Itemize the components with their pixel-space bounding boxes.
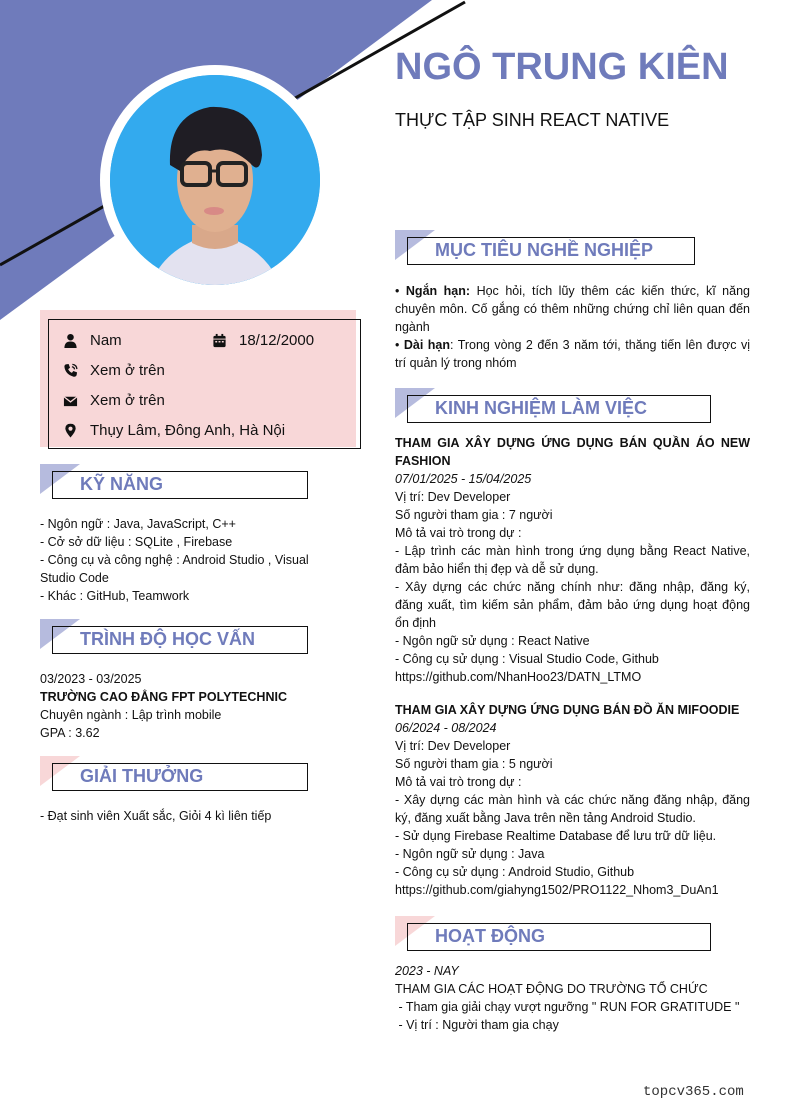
profile-photo (110, 75, 320, 285)
project-detail: - Ngôn ngữ sử dụng : React Native (395, 634, 590, 648)
project-detail: - Lập trình các màn hình trong ứng dụng bằng React Native, đảm bảo hiển thị đẹp và dễ sử dụng. (395, 544, 750, 576)
phone-icon (63, 363, 78, 378)
education-period: 03/2023 - 03/2025 (40, 672, 142, 686)
gender-value: Nam (90, 332, 122, 349)
awards-list (40, 807, 350, 825)
skill-line: - Công cụ và công nghệ : Android Studio , Visual Studio Code (40, 553, 309, 585)
activity-name: THAM GIA CÁC HOẠT ĐỘNG DO TRƯỜNG TỔ CHỨC (395, 982, 708, 996)
contact-phone (63, 362, 165, 379)
birthday-value: 18/12/2000 (239, 332, 315, 349)
activity-line: - Tham gia giải chạy vượt ngưỡng " RUN FOR GRATITUDE " (395, 1000, 740, 1014)
envelope-icon (63, 393, 78, 408)
objective-content (395, 282, 750, 372)
project-detail: - Công cụ sử dụng : Visual Studio Code, Github (395, 652, 659, 666)
project-desc-label: Mô tả vai trò trong dự : (395, 526, 522, 540)
project-detail: - Sử dụng Firebase Realtime Database để lưu trữ dữ liệu. (395, 829, 717, 843)
project-role: Vị trí: Dev Developer (395, 739, 511, 753)
project-role: Vị trí: Dev Developer (395, 490, 511, 504)
candidate-name: NGÔ TRUNG KIÊN (395, 46, 729, 88)
objective-short-term: • Ngắn hạn: Học hỏi, tích lũy thêm các kiến thức, kĩ năng chuyên môn. Cố gắng có thêm những chứng chỉ liên quan đến ngành (395, 284, 750, 334)
project-detail: - Ngôn ngữ sử dụng : Java (395, 847, 545, 861)
project-name: THAM GIA XÂY DỰNG ỨNG DỤNG BÁN QUẦN ÁO NEW FASHION (395, 436, 750, 468)
phone-value: Xem ở trên (90, 362, 165, 379)
project-detail: - Công cụ sử dụng : Android Studio, Github (395, 865, 635, 879)
experience-project-1 (395, 434, 750, 686)
long-term-label: Dài hạn (403, 338, 450, 352)
skill-line: - Cở sở dữ liệu : SQLite , Firebase (40, 535, 233, 549)
activities-content (395, 962, 755, 1034)
project-detail: - Xây dựng các chức năng chính như: đăng nhập, đăng ký, đăng xuất, tìm kiếm sản phẩm, đảm bảo ứng dụng hoạt động ổn định (395, 580, 750, 630)
section-title: TRÌNH ĐỘ HỌC VẤN (80, 629, 255, 649)
short-term-label: Ngắn hạn: (405, 284, 471, 298)
calendar-icon (212, 333, 227, 348)
job-title: THỰC TẬP SINH REACT NATIVE (395, 110, 670, 130)
award-line: - Đạt sinh viên Xuất sắc, Giỏi 4 kì liên tiếp (40, 809, 272, 823)
project-period: 07/01/2025 - 15/04/2025 (395, 472, 532, 486)
project-link[interactable]: https://github.com/NhanHoo23/DATN_LTMO (395, 670, 642, 684)
section-title: KINH NGHIỆM LÀM VIỆC (435, 398, 648, 418)
section-title: HOẠT ĐỘNG (435, 926, 545, 946)
section-header-experience (395, 388, 715, 418)
project-detail: - Xây dựng các màn hình và các chức năng đăng nhập, đăng ký, đăng xuất bằng Java trên nền tảng Android Studio. (395, 793, 750, 825)
activity-period: 2023 - NAY (395, 964, 459, 978)
section-header-awards (40, 756, 310, 786)
contact-birthday (212, 332, 314, 349)
experience-project-2 (395, 701, 750, 899)
section-header-objective (395, 230, 695, 260)
avatar (110, 75, 320, 285)
contact-address (63, 422, 285, 439)
project-members: Số người tham gia : 7 người (395, 508, 553, 522)
skill-line: - Ngôn ngữ : Java, JavaScript, C++ (40, 517, 236, 531)
contact-email (63, 392, 165, 409)
skill-line: - Khác : GitHub, Teamwork (40, 589, 190, 603)
project-name: THAM GIA XÂY DỰNG ỨNG DỤNG BÁN ĐỒ ĂN MIFOODIE (395, 703, 740, 717)
project-link[interactable]: https://github.com/giahyng1502/PRO1122_Nhom3_DuAn1 (395, 883, 719, 897)
address-value: Thụy Lâm, Đông Anh, Hà Nội (90, 422, 286, 439)
watermark: topcv365.com (643, 1084, 744, 1100)
project-members: Số người tham gia : 5 người (395, 757, 553, 771)
short-term-text: Học hỏi, tích lũy thêm các kiến thức, kĩ năng chuyên môn. Cố gắng có thêm những chứng chỉ liên quan đến ngành (395, 284, 750, 334)
activity-line: - Vị trí : Người tham gia chạy (395, 1018, 559, 1032)
objective-long-term: • Dài hạn: Trong vòng 2 đến 3 năm tới, thăng tiến lên được vị trí quản lý trong nhóm (395, 338, 750, 370)
email-value: Xem ở trên (90, 392, 165, 409)
section-header-skills (40, 464, 310, 494)
person-icon (63, 333, 78, 348)
education-content (40, 670, 350, 742)
skills-list (40, 515, 340, 605)
section-title: MỤC TIÊU NGHỀ NGHIỆP (435, 240, 654, 260)
school-name: TRƯỜNG CAO ĐẲNG FPT POLYTECHNIC (40, 690, 287, 704)
contact-gender (63, 332, 122, 349)
long-term-text: : Trong vòng 2 đến 3 năm tới, thăng tiến lên được vị trí quản lý trong nhóm (395, 338, 750, 370)
education-major: Chuyên ngành : Lập trình mobile (40, 708, 222, 722)
map-pin-icon (63, 423, 78, 438)
section-header-activities (395, 916, 715, 946)
project-period: 06/2024 - 08/2024 (395, 721, 497, 735)
section-header-education (40, 619, 310, 649)
section-title: GIẢI THƯỞNG (80, 766, 204, 786)
project-desc-label: Mô tả vai trò trong dự : (395, 775, 522, 789)
section-title: KỸ NĂNG (80, 474, 164, 494)
education-gpa: GPA : 3.62 (40, 726, 100, 740)
